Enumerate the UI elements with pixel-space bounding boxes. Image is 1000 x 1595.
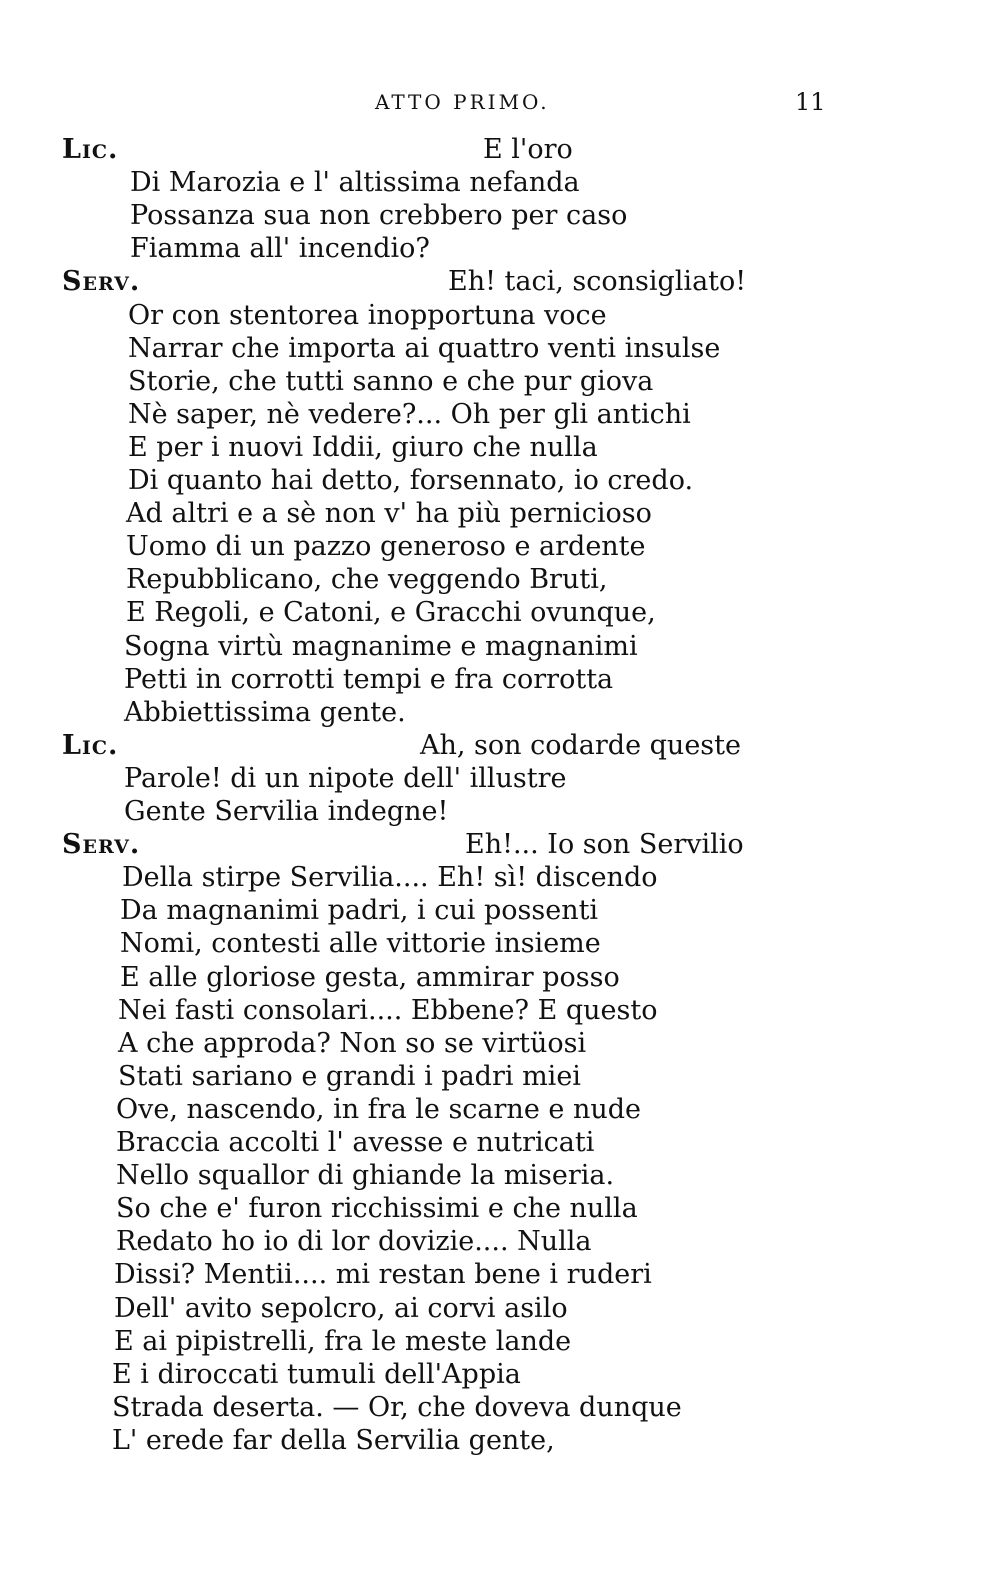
verse-text-line: Sogna virtù magnanime e magnanimi	[124, 630, 638, 662]
verse-line	[0, 563, 1000, 596]
verse-text-line: A che approda? Non so se virtüosi	[118, 1027, 587, 1059]
verse-line	[0, 696, 1000, 729]
verse-text-line: Stati sariano e grandi i padri miei	[118, 1060, 581, 1092]
verse-text-line: Gente Servilia indegne!	[124, 796, 449, 827]
verse-text-line: Nomi, contesti alle vittorie insieme	[120, 928, 601, 960]
verse-text-line: Ad altri e a sè non v' ha più pernicioso	[126, 498, 652, 530]
speaker-label: Lic.	[62, 134, 119, 165]
verse-text-line: E per i nuovi Iddii, giuro che nulla	[128, 431, 598, 463]
verse-text-line: E i diroccati tumuli dell'Appia	[112, 1358, 521, 1390]
verse-text-line: Strada deserta. — Or, che doveva dunque	[112, 1391, 682, 1423]
verse-text-line: L' erede far della Servilia gente,	[112, 1424, 555, 1456]
verse-text-line: Possanza sua non crebbero per caso	[130, 200, 628, 232]
verse-text-line: Petti in corrotti tempi e fra corrotta	[124, 663, 614, 695]
verse-text-line: Eh!... Io son Servilio	[465, 829, 744, 861]
verse-line	[0, 927, 1000, 960]
verse-line	[0, 663, 1000, 696]
speaker-label: Serv.	[62, 829, 141, 861]
verse-line	[0, 1159, 1000, 1192]
verse-text-line: Di Marozia e l' altissima nefanda	[130, 167, 580, 199]
verse-text-line: Eh! taci, sconsigliato!	[448, 266, 747, 298]
speaker-label: Lic.	[62, 729, 119, 761]
verse-text-line: E l'oro	[483, 134, 573, 165]
verse-line	[0, 1292, 1000, 1325]
verse-line	[0, 133, 1000, 166]
verse-line	[0, 1060, 1000, 1093]
verse-line	[0, 1424, 1000, 1457]
verse-line	[0, 1126, 1000, 1159]
page-number: 11	[795, 88, 826, 116]
verse-line	[0, 961, 1000, 994]
verse-line	[0, 365, 1000, 398]
verse-text-line: Braccia accolti l' avesse e nutricati	[116, 1127, 595, 1158]
verse-line	[0, 166, 1000, 199]
verse-line	[0, 1325, 1000, 1358]
running-title: ATTO PRIMO.	[375, 90, 550, 114]
verse-text-line: E Regoli, e Catoni, e Gracchi ovunque,	[126, 597, 656, 629]
verse-line	[0, 795, 1000, 828]
verse-text-line: E alle gloriose gesta, ammirar posso	[120, 961, 620, 993]
verse-text-line: Da magnanimi padri, i cui possenti	[120, 895, 599, 927]
verse-text-line: Nei fasti consolari.... Ebbene? E questo	[118, 994, 658, 1026]
verse-text-line: Della stirpe Servilia.... Eh! sì! discendo	[122, 862, 658, 894]
verse-line	[0, 1258, 1000, 1291]
verse-text-line: Dell' avito sepolcro, ai corvi asilo	[114, 1292, 568, 1324]
verse-text-line: So che e' furon ricchissimi e che nulla	[116, 1193, 638, 1225]
verse-text-line: Abbiettissima gente.	[124, 696, 406, 728]
verse-line	[0, 1093, 1000, 1126]
verse-line	[0, 762, 1000, 795]
verse-text-line: Dissi? Mentii.... mi restan bene i ruderi	[114, 1259, 652, 1291]
verse-line	[0, 497, 1000, 530]
verse-line	[0, 232, 1000, 265]
speaker-label: Serv.	[62, 266, 141, 298]
page-header	[0, 90, 1000, 120]
verse-line	[0, 894, 1000, 927]
verse-line	[0, 464, 1000, 497]
verse-line	[0, 1027, 1000, 1060]
verse-line	[0, 1358, 1000, 1391]
verse-line	[0, 1192, 1000, 1225]
verse-text-line: Fiamma all' incendio?	[130, 233, 430, 265]
verse-line	[0, 596, 1000, 629]
verse-text-line: Narrar che importa ai quattro venti insulse	[128, 332, 721, 364]
verse-text-line: Or con stentorea inopportuna voce	[128, 299, 607, 331]
verse-line	[0, 1225, 1000, 1258]
verse-line	[0, 199, 1000, 232]
verse-line	[0, 630, 1000, 663]
verse-text-line: Uomo di un pazzo generoso e ardente	[126, 531, 646, 563]
verse-text-line: Repubblicano, che veggendo Bruti,	[126, 564, 608, 596]
verse-line	[0, 1391, 1000, 1424]
verse-line	[0, 299, 1000, 332]
verse-text-line: Ove, nascendo, in fra le scarne e nude	[116, 1093, 641, 1125]
verse-line	[0, 265, 1000, 298]
verse-text-line: Nello squallor di ghiande la miseria.	[116, 1160, 615, 1192]
verse-line	[0, 828, 1000, 861]
verse-line	[0, 994, 1000, 1027]
verse-line	[0, 729, 1000, 762]
verse-text-line: Redato ho io di lor dovizie.... Nulla	[116, 1226, 592, 1258]
verse-line	[0, 861, 1000, 894]
verse-line	[0, 530, 1000, 563]
verse-text-line: Ah, son codarde queste	[420, 729, 741, 761]
verse-line	[0, 332, 1000, 365]
verse-text-line: Parole! di un nipote dell' illustre	[124, 762, 567, 794]
verse-text-line: Storie, che tutti sanno e che pur giova	[128, 365, 654, 397]
verse-line	[0, 398, 1000, 431]
verse-text-line: Di quanto hai detto, forsennato, io credo.	[128, 465, 694, 496]
verse-line	[0, 431, 1000, 464]
verse-text-line: E ai pipistrelli, fra le meste lande	[114, 1325, 572, 1357]
verse-text-line: Nè saper, nè vedere?... Oh per gli antichi	[128, 398, 691, 430]
